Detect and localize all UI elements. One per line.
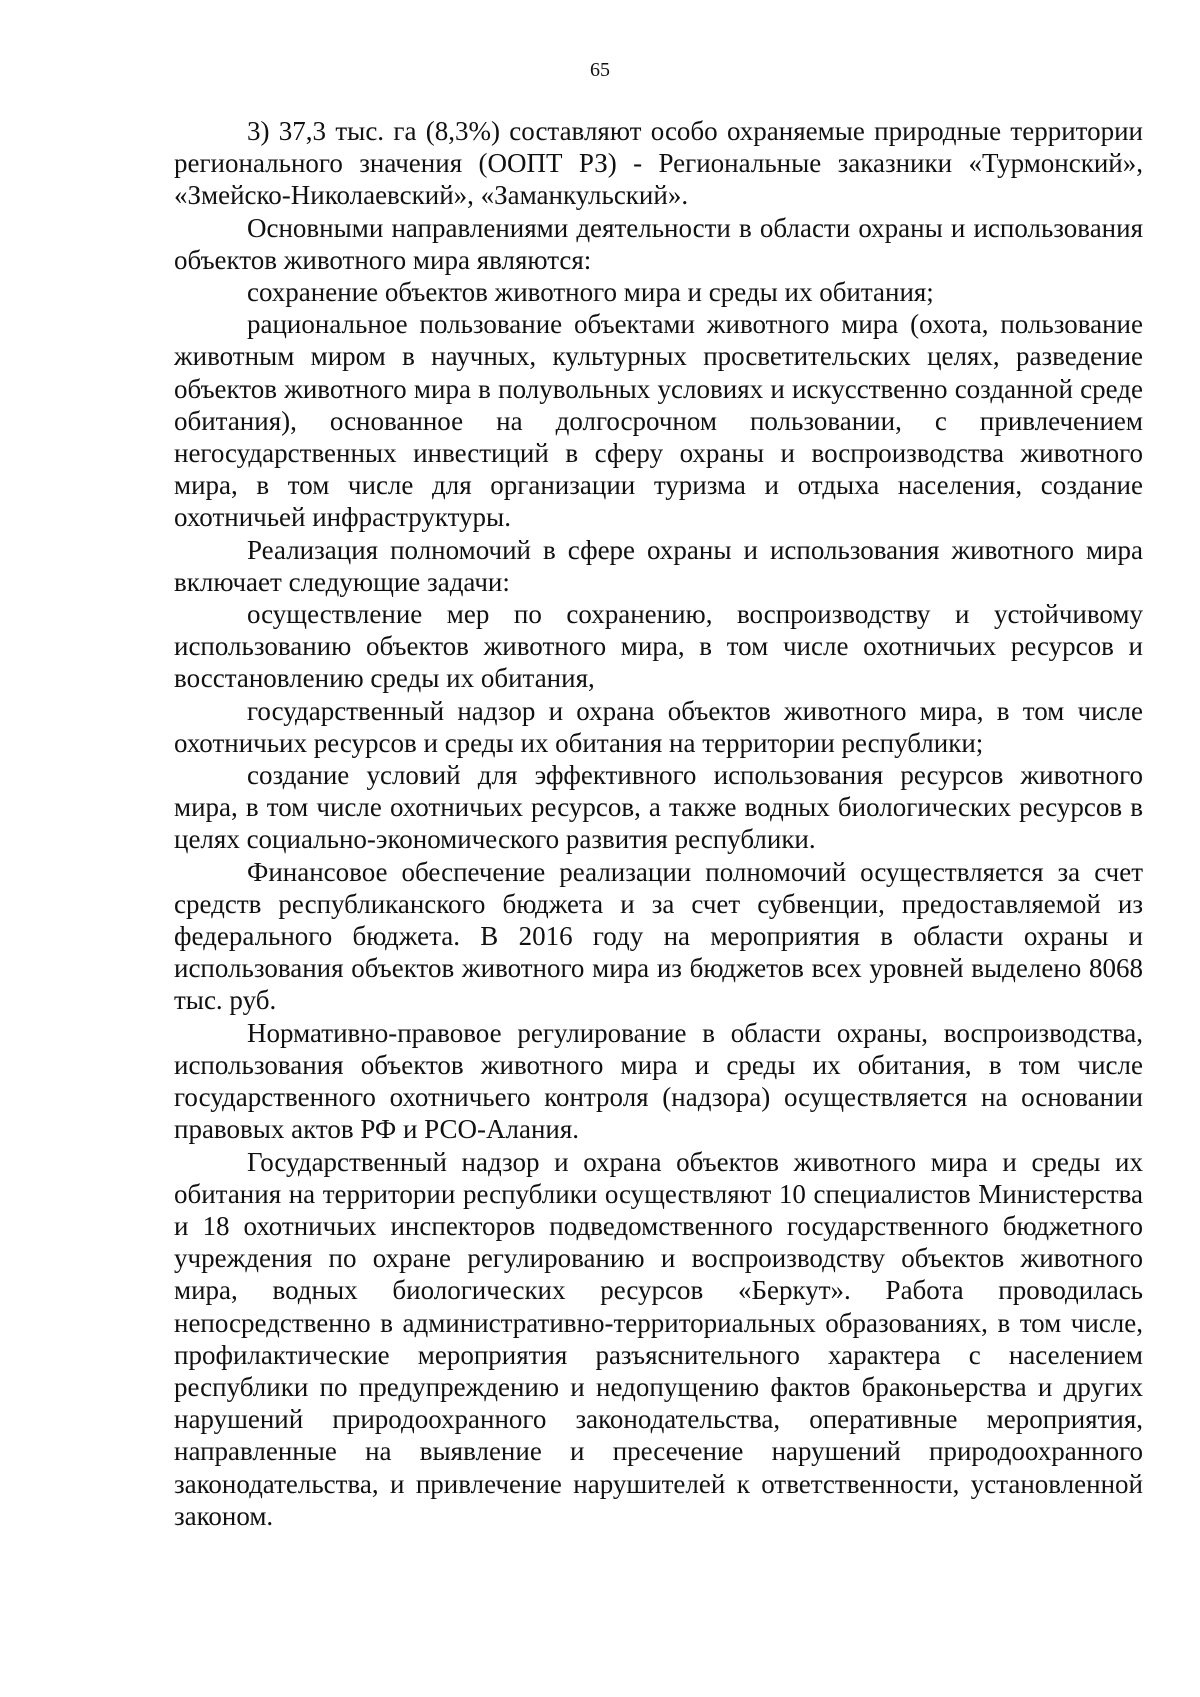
document-body: [174, 115, 1143, 1532]
paragraph-financing: Финансовое обеспечение реализации полномочий осуществляется за счет средств республиканского бюджета и за счет субвенции, предоставляемой из федерального бюджета. В 2016 году на мероприятия в области охраны и использования объектов животного мира из бюджетов всех уровней выделено 8068 тыс. руб.: [174, 856, 1143, 1016]
paragraph-protected-territories: 3) 37,3 тыс. га (8,3%) составляют особо охраняемые природные территории регионального значения (ООПТ РЗ) - Региональные заказники «Турмонский», «Змейско-Николаевский», «Заманкульский».: [174, 116, 1143, 211]
paragraph-rational-use: рациональное пользование объектами животного мира (охота, пользование животным миром в научных, культурных просветительских целях, разведение объектов животного мира в полувольных условиях и искусственно созданной среде обитания), основанное на долгосрочном пользовании, с привлечением негосударственных инвестиций в сферу охраны и воспроизводства животного мира, в том числе для организации туризма и отдыха населения, создание охотничьей инфраструктуры.: [174, 309, 1143, 533]
paragraph-efficient-use: создание условий для эффективного использования ресурсов животного мира, в том числе охотничьих ресурсов, а также водных биологических ресурсов в целях социально-экономического развития республики.: [174, 760, 1143, 855]
page-number: 65: [590, 59, 610, 81]
paragraph-powers-tasks: Реализация полномочий в сфере охраны и использования животного мира включает следующие задачи:: [174, 534, 1143, 597]
paragraph-supervision-staff: Государственный надзор и охрана объектов животного мира и среды их обитания на территории республики осуществляют 10 специалистов Министерства и 18 охотничьих инспекторов подведомственного государственного бюджетного учреждения по охране регулированию и воспроизводству объектов животного мира, водных биологических ресурсов «Беркут». Работа проводилась непосредственно в административно-территориальных образованиях, в том числе, профилактические мероприятия разъяснительного характера с населением республики по предупреждению и недопущению фактов браконьерства и других нарушений природоохранного законодательства, оперативные мероприятия, направленные на выявление и пресечение нарушений природоохранного законодательства, и привлечение нарушителей к ответственности, установленной законом.: [174, 1146, 1143, 1531]
paragraph-state-supervision: государственный надзор и охрана объектов животного мира, в том числе охотничьих ресурсов и среды их обитания на территории республики;: [174, 695, 1143, 758]
paragraph-main-directions: Основными направлениями деятельности в области охраны и использования объектов животного мира являются:: [174, 212, 1143, 275]
paragraph-conservation-measures: осуществление мер по сохранению, воспроизводству и устойчивому использованию объектов животного мира, в том числе охотничьих ресурсов и восстановлению среды их обитания,: [174, 599, 1143, 694]
paragraph-preservation: сохранение объектов животного мира и среды их обитания;: [247, 277, 934, 308]
paragraph-regulation: Нормативно-правовое регулирование в области охраны, воспроизводства, использования объектов животного мира и среды их обитания, в том числе государственного охотничьего контроля (надзора) осуществляется на основании правовых актов РФ и РСО-Алания.: [174, 1017, 1143, 1145]
